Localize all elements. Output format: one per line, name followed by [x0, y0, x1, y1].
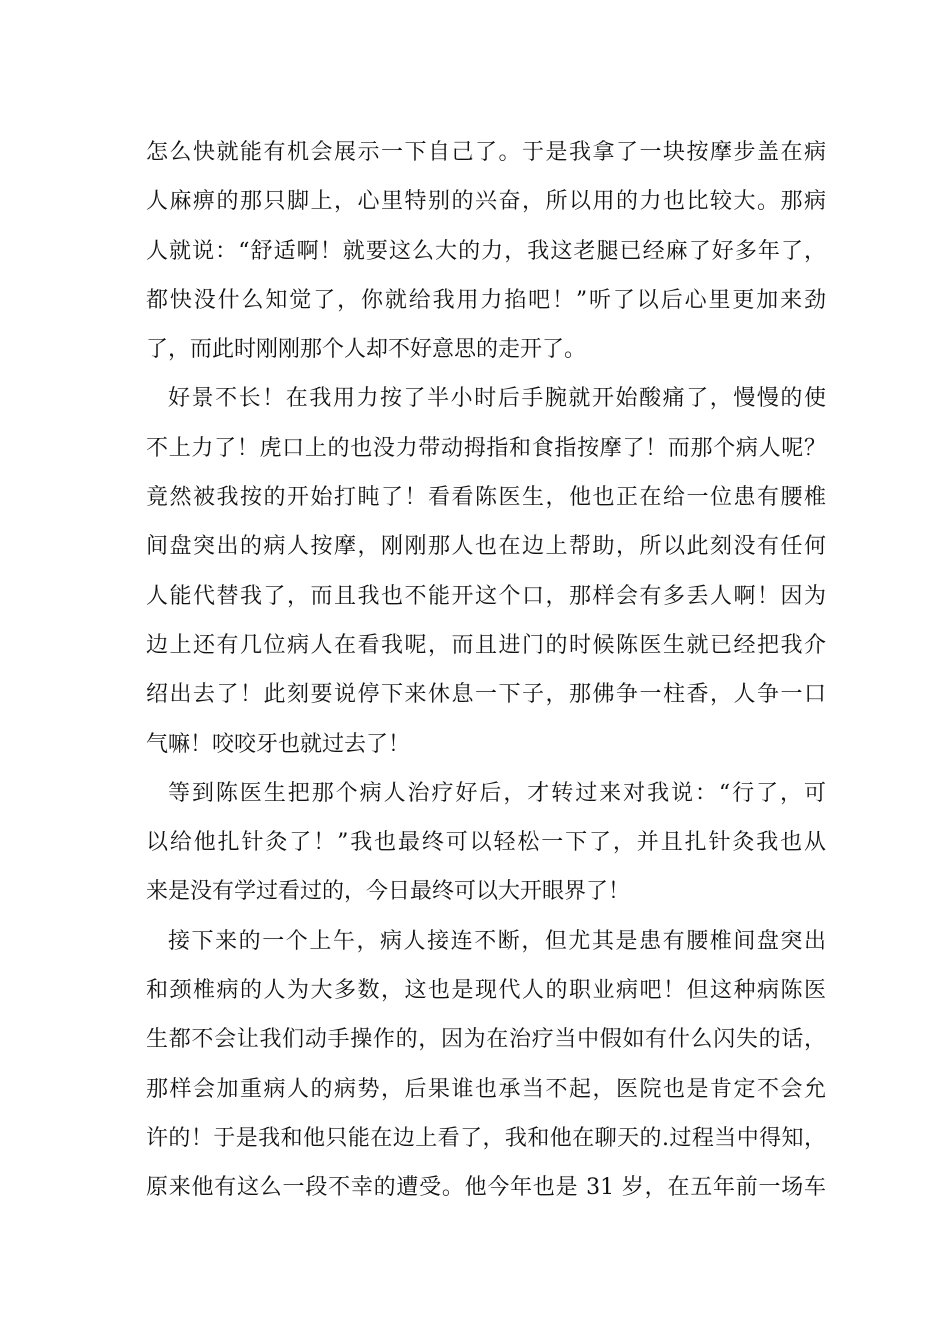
text-line: 那样会加重病人的病势，后果谁也承当不起，医院也是肯定不会允 [146, 1076, 826, 1102]
text-line: 和颈椎病的人为大多数，这也是现代人的职业病吧！但这种病陈医 [146, 978, 826, 1004]
text-line: 接下来的一个上午，病人接连不断，但尤其是患有腰椎间盘突出 [168, 928, 826, 954]
paragraph-2 [146, 374, 826, 768]
text-line: 好景不长！在我用力按了半小时后手腕就开始酸痛了，慢慢的使 [168, 386, 826, 412]
text-line: 竟然被我按的开始打盹了！看看陈医生，他也正在给一位患有腰椎 [146, 485, 826, 511]
document-body [146, 128, 826, 1213]
text-line: 间盘突出的病人按摩，刚刚那人也在边上帮助，所以此刻没有任何 [146, 534, 826, 560]
text-line: 人就说：“舒适啊！就要这么大的力，我这老腿已经麻了好多年了， [146, 238, 826, 264]
text-line: 怎么快就能有机会展示一下自己了。于是我拿了一块按摩步盖在病 [146, 140, 826, 165]
text-line: 原来他有这么一段不幸的遭受。他今年也是 31 岁，在五年前一场车 [146, 1175, 826, 1201]
text-line: 不上力了！虎口上的也没力带动拇指和食指按摩了！而那个病人呢？ [146, 435, 826, 461]
paragraph-4 [146, 917, 826, 1213]
paragraph-1 [146, 128, 826, 374]
text-line: 了，而此时刚刚那个人却不好意思的走开了。 [146, 337, 587, 363]
text-line: 绍出去了！此刻要说停下来休息一下子，那佛争一柱香，人争一口 [146, 682, 826, 708]
text-line: 生都不会让我们动手操作的，因为在治疗当中假如有什么闪失的话， [146, 1027, 826, 1053]
text-line: 气嘛！咬咬牙也就过去了！ [146, 731, 411, 757]
text-line: 以给他扎针灸了！”我也最终可以轻松一下了，并且扎针灸我也从 [146, 830, 826, 856]
text-line: 来是没有学过看过的，今日最终可以大开眼界了！ [146, 879, 631, 905]
text-line: 人能代替我了，而且我也不能开这个口，那样会有多丢人啊！因为 [146, 583, 826, 609]
text-line: 许的！于是我和他只能在边上看了，我和他在聊天的.过程当中得知， [146, 1125, 826, 1151]
text-line: 等到陈医生把那个病人治疗好后，才转过来对我说：“行了，可 [168, 780, 826, 806]
text-line: 都快没什么知觉了，你就给我用力掐吧！”听了以后心里更加来劲 [146, 287, 826, 313]
text-line: 人麻痹的那只脚上，心里特别的兴奋，所以用的力也比较大。那病 [146, 189, 826, 215]
paragraph-3 [146, 769, 826, 917]
text-line: 边上还有几位病人在看我呢，而且进门的时候陈医生就已经把我介 [146, 632, 826, 658]
